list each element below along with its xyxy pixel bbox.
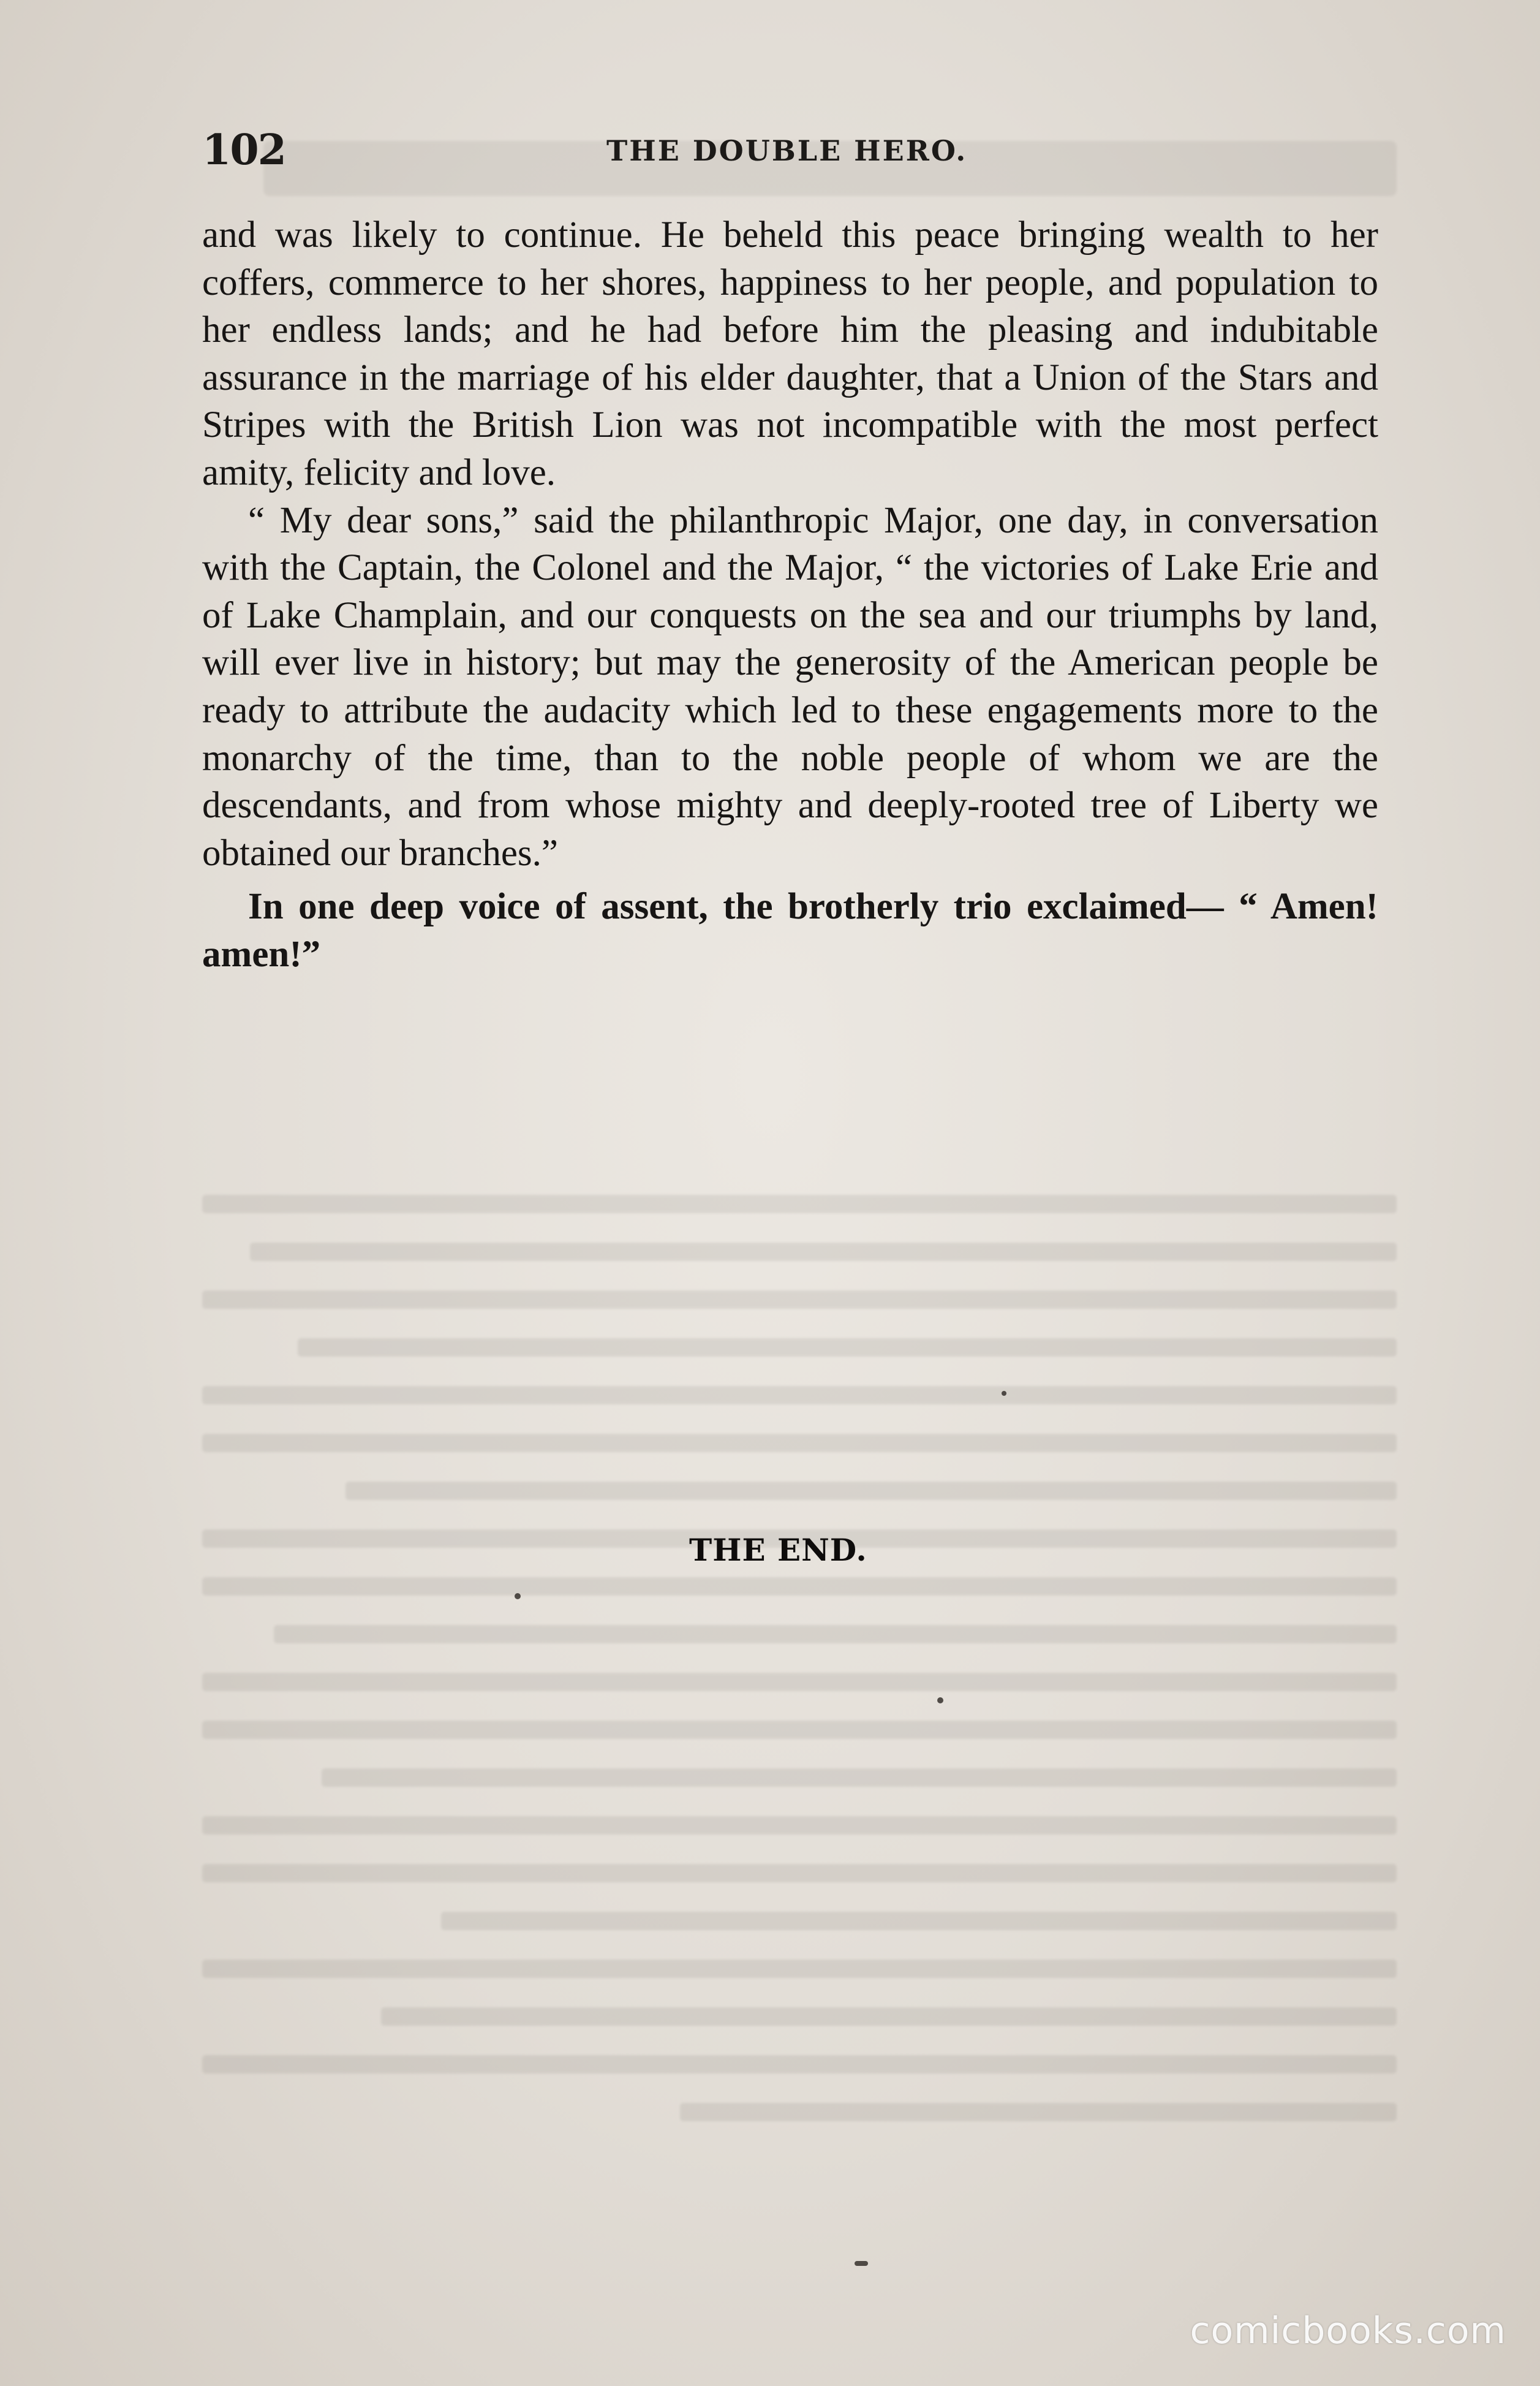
body-text bbox=[202, 211, 1378, 979]
bleed-through-text bbox=[202, 1195, 1397, 2206]
running-head: THE DOUBLE HERO. bbox=[606, 134, 968, 167]
paragraph: “ My dear sons,” said the philanthropic Major, one day, in conversation with the Captain, the Colonel and the Major, “ the victories of Lake Erie and of Lake Champlain, and our conquests on the sea and our triumphs by land, will ever live in history; but may the generosity of the American people be ready to attribute the audacity which led to these engagements more to the monarchy of the time, than to the noble people of whom we are the descendants, and from whose mighty and deeply-rooted tree of Liberty we obtained our branches.” bbox=[202, 499, 1378, 874]
watermark: comicbooks.com bbox=[1190, 2309, 1506, 2352]
ink-speck bbox=[937, 1697, 943, 1703]
end-mark: THE END. bbox=[689, 1532, 867, 1568]
paragraph-closing: In one deep voice of assent, the brotherly trio exclaimed— “ Amen! amen!” bbox=[202, 886, 1378, 975]
page-header bbox=[202, 126, 1384, 181]
ink-speck bbox=[515, 1593, 521, 1599]
ink-speck bbox=[855, 2261, 868, 2266]
paragraph: and was likely to continue. He beheld this peace bringing wealth to her coffers, commerce to her shores, happiness to her people, and population to her endless lands; and he had before him the pleasing and indubitable assurance in the marriage of his elder daughter, that a Union of the Stars and Stripes with the British Lion was not incompatible with the most perfect amity, felicity and love. bbox=[202, 214, 1378, 493]
ink-speck bbox=[1002, 1391, 1006, 1396]
page-number: 102 bbox=[202, 126, 285, 175]
